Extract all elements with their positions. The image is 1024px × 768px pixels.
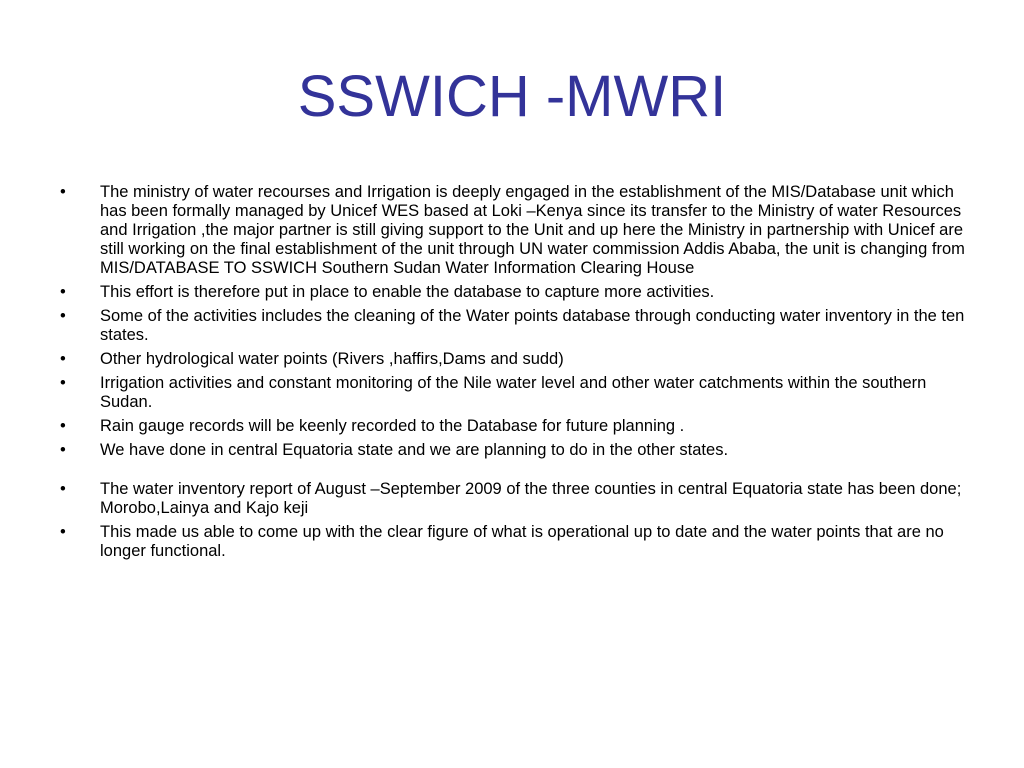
slide-title: SSWICH -MWRI (297, 64, 727, 129)
bullet-icon: • (60, 480, 66, 498)
list-item (60, 374, 970, 412)
list-item-text: The water inventory report of August –September 2009 of the three counties in central Equatoria state has been done; Morobo,Lainya and Kajo keji (100, 480, 962, 517)
list-item-text: This effort is therefore put in place to enable the database to capture more activities. (100, 283, 715, 301)
bullet-list (60, 183, 970, 566)
list-item (60, 480, 970, 518)
list-item-text: Other hydrological water points (Rivers ,haffirs,Dams and sudd) (100, 350, 564, 368)
list-item-text: We have done in central Equatoria state and we are planning to do in the other states. (100, 441, 729, 459)
list-item (60, 441, 970, 460)
bullet-icon: • (60, 183, 66, 201)
list-item (60, 350, 970, 369)
bullet-icon: • (60, 523, 66, 541)
list-item (60, 417, 970, 436)
list-item (60, 283, 970, 302)
bullet-icon: • (60, 417, 66, 435)
list-item-text: This made us able to come up with the clear figure of what is operational up to date and the water points that are no longer functional. (100, 523, 944, 560)
list-item (60, 307, 970, 345)
bullet-icon: • (60, 307, 66, 325)
list-item-text: Rain gauge records will be keenly recorded to the Database for future planning . (100, 417, 685, 435)
bullet-icon: • (60, 441, 66, 459)
bullet-icon: • (60, 283, 66, 301)
bullet-icon: • (60, 350, 66, 368)
list-item-text: Some of the activities includes the cleaning of the Water points database through conducting water inventory in the ten states. (100, 307, 965, 344)
list-item-text: The ministry of water recourses and Irrigation is deeply engaged in the establishment of the MIS/Database unit which has been formally managed by Unicef WES based at Loki –Kenya since its transfer to the Ministry of water Resources and Irrigation ,the major partner is still giving support to the Unit and up here the Ministry in partnership with Unicef are still working on the final establishment of the unit through UN water commission Addis Ababa, the unit is changing from MIS/DATABASE TO SSWICH Southern Sudan Water Information Clearing House (100, 183, 965, 277)
list-item (60, 523, 970, 561)
list-item (60, 183, 970, 278)
bullet-icon: • (60, 374, 66, 392)
list-item-text: Irrigation activities and constant monitoring of the Nile water level and other water catchments within the southern Sudan. (100, 374, 927, 411)
